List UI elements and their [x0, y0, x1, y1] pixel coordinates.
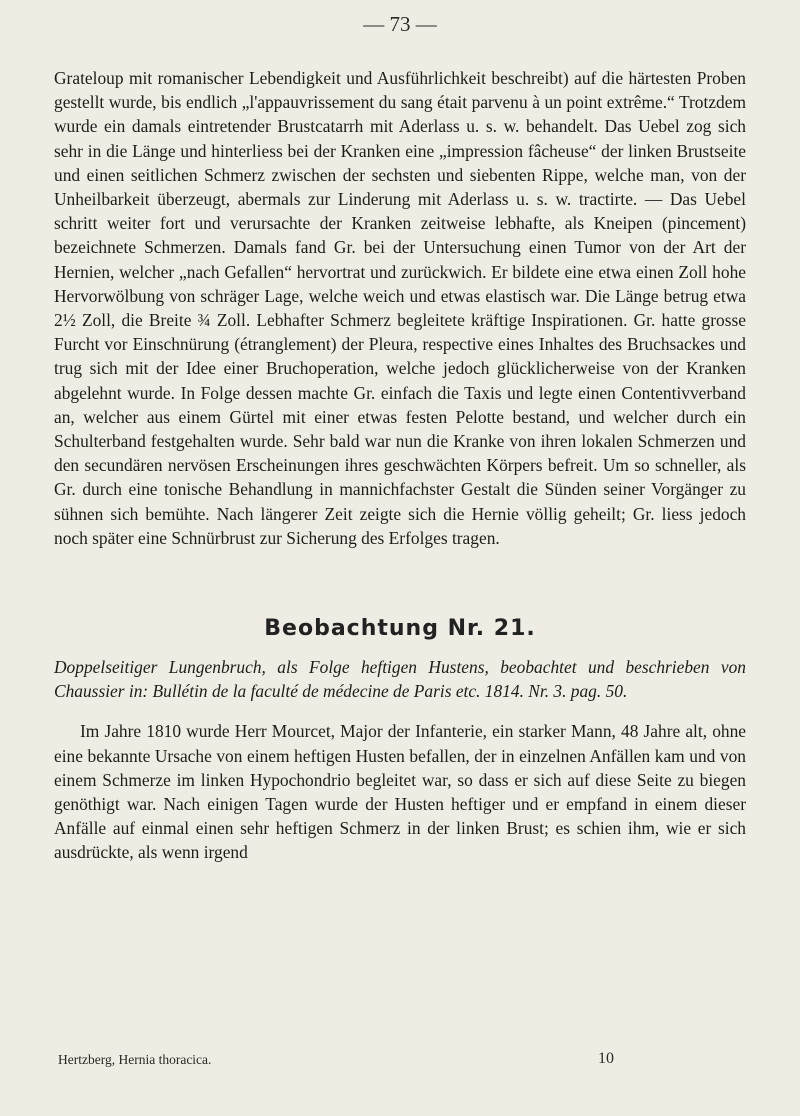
footer-source: Hertzberg, Hernia thoracica. [58, 1052, 212, 1067]
section-heading: Beobachtung Nr. 21. [264, 616, 536, 642]
paragraph-continuation: Grateloup mit romanischer Lebendigkeit und Ausführlichkeit beschreibt) auf die härtesten Proben gestellt wurde, bis endlich „l'appauvrissement du sang était parvenu à un point extrême.“ Trotzdem wurde ein damals eintretender Brustcatarrh mit Aderlass u. s. w. behandelt. Das Uebel zog sich sehr in die Länge und hinterliess bei der Kranken eine „impression fâcheuse“ der linken Brustseite und einen seitlichen Schmerz zwischen der sechsten und siebenten Rippe, welche man, von der Unheilbarkeit überzeugt, abermals zur Linderung mit Aderlass u. s. w. tractirte. — Das Uebel schritt weiter fort und verursachte der Kranken zeitweise lebhafte, als Kneipen (pincement) bezeichnete Schmerzen. Damals fand Gr. bei der Untersuchung einen Tumor von der Art der Hernien, welcher „nach Gefallen“ hervortrat und zurückwich. Er bildete eine etwa einen Zoll hohe Hervorwölbung von schräger Lage, welche weich und etwas elastisch war. Die Länge betrug etwa 2½ Zoll, die Breite ¾ Zoll. Lebhafter Schmerz begleitete kräftige Inspirationen. Gr. hatte grosse Furcht vor Einschnürung (étranglement) der Pleura, respective eines Inhaltes des Bruchsackes und trug sich mit der Idee einer Bruchoperation, welche jedoch glücklicherweise von der Kranken abgelehnt wurde. In Folge dessen machte Gr. einfach die Taxis und legte einen Contentivverband an, welcher aus einem Gürtel mit einer etwas festen Pelotte bestand, und welcher durch ein Schulterband festgehalten wurde. Sehr bald war nun die Kranke von ihren lokalen Schmerzen und den secundären nervösen Erscheinungen ihres geschwächten Körpers befreit. Um so schneller, als Gr. durch eine tonische Behandlung in mannichfachster Gestalt die Sünden seiner Vorgänger zu sühnen sich bemühte. Nach längerer Zeit zeigte sich die Hernie völlig geheilt; Gr. liess jedoch noch später eine Schnürbrust zur Sicherung des Erfolges tragen. [54, 68, 746, 548]
page-body [54, 66, 746, 865]
footer-signature: 10 [598, 1050, 614, 1067]
page-number: — 73 — [363, 12, 437, 36]
section-citation: Doppelseitiger Lungenbruch, als Folge heftigen Hustens, beobachtet und beschrieben von Chaussier in: Bullétin de la faculté de médecine de Paris etc. 1814. Nr. 3. pag. 50. [54, 657, 746, 702]
section-paragraph: Im Jahre 1810 wurde Herr Mourcet, Major der Infanterie, ein starker Mann, 48 Jahre alt, ohne eine bekannte Ursache von einem heftigen Husten befallen, der in einzelnen Anfällen kam und von einem Schmerze im linken Hypochondrio begleitet war, so dass er sich auf diese Seite zu biegen genöthigt war. Nach einigen Tagen wurde der Husten heftiger und er empfand in einem dieser Anfälle auf einmal einen sehr heftigen Schmerz in der linken Brust; es schien ihm, wie er sich ausdrückte, als wenn irgend [54, 721, 746, 863]
page-footer [58, 1052, 698, 1068]
